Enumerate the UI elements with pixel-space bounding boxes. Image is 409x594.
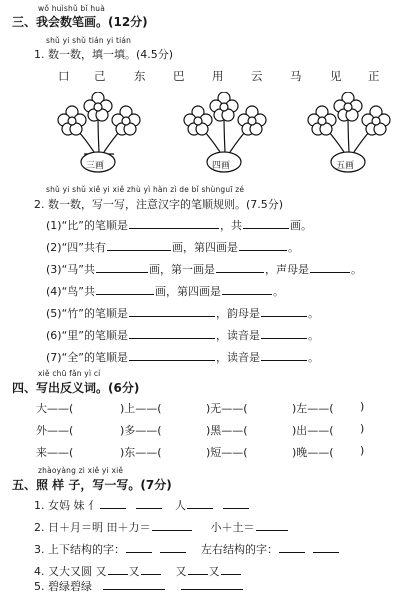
answer-blank[interactable] bbox=[261, 327, 307, 339]
sec5-item-4-a: 4. 又大又圆 又 bbox=[34, 565, 107, 578]
antonym-11: )短——( bbox=[206, 446, 248, 459]
q2-item-2-a: (2)“四”共有 bbox=[46, 241, 106, 254]
q2-item-7-c: 。 bbox=[307, 351, 319, 364]
char-1: 口 bbox=[58, 69, 70, 83]
q2-item-5 bbox=[46, 305, 319, 321]
char-9: 正 bbox=[368, 69, 380, 83]
sec3-title: 三、我会数笔画。(12分) bbox=[12, 15, 148, 29]
flower-label-3: 五画 bbox=[336, 161, 355, 171]
answer-blank[interactable] bbox=[129, 217, 219, 229]
answer-blank[interactable] bbox=[256, 519, 288, 531]
sec5-item-2-a: 2. 日＋月＝明 田＋力＝ bbox=[34, 521, 151, 534]
answer-blank[interactable] bbox=[261, 349, 307, 361]
antonym-8: )出——( bbox=[292, 424, 334, 437]
answer-blank[interactable] bbox=[216, 261, 264, 273]
answer-blank[interactable] bbox=[107, 239, 171, 251]
q2-item-1-b: ，共 bbox=[219, 219, 242, 232]
sec5-item-4 bbox=[34, 563, 242, 579]
antonym-5: 外——( bbox=[36, 424, 74, 437]
q2-item-7-a: (7)“全”的笔顺是 bbox=[46, 351, 128, 364]
q2-item-4-b: 画，第四画是 bbox=[154, 285, 221, 298]
answer-blank[interactable] bbox=[129, 327, 215, 339]
q2-item-3-d: 。 bbox=[350, 263, 362, 276]
sec5-item-4-b: 又 bbox=[128, 565, 140, 578]
answer-blank[interactable] bbox=[243, 217, 289, 229]
answer-blank[interactable] bbox=[152, 519, 192, 531]
q2-item-1-c: 画。 bbox=[289, 219, 312, 232]
sec5-item-3-a: 3. 上下结构的字： bbox=[34, 543, 125, 556]
sec5-pinyin: zhàoyàng zi xiě yi xiě bbox=[38, 466, 124, 475]
q2-item-4-c: 。 bbox=[272, 285, 284, 298]
antonym-4: )左——( bbox=[292, 402, 334, 415]
sec5-item-3-b: 左右结构的字： bbox=[201, 543, 278, 556]
sec5-title: 五、照 样 子，写一写。(7分) bbox=[12, 478, 172, 492]
q2-item-3-c: ，声母是 bbox=[264, 263, 309, 276]
answer-blank[interactable] bbox=[223, 497, 249, 509]
antonym-10: )东——( bbox=[120, 446, 162, 459]
answer-blank[interactable] bbox=[187, 497, 213, 509]
q2-item-5-b: ，韵母是 bbox=[215, 307, 260, 320]
answer-blank[interactable] bbox=[141, 563, 161, 575]
q2-item-3-b: 画，第一画是 bbox=[148, 263, 215, 276]
sec3-pinyin: wǒ huìshǔ bǐ huà bbox=[38, 4, 106, 13]
antonym-7: )黑——( bbox=[206, 424, 248, 437]
q2-text: 2. 数一数，写一写，注意汉字的笔顺规则。(7.5分) bbox=[34, 198, 284, 211]
antonym-6: )多——( bbox=[120, 424, 162, 437]
char-5: 用 bbox=[212, 69, 224, 83]
antonym-end: ) bbox=[360, 400, 365, 413]
q2-item-4-a: (4)“鸟”共 bbox=[46, 285, 95, 298]
q1-pinyin: shǔ yi shǔ tián yi tián bbox=[46, 36, 132, 45]
q2-item-2-c: 。 bbox=[287, 241, 299, 254]
q2-item-5-a: (5)“竹”的笔顺是 bbox=[46, 307, 128, 320]
q2-item-6-b: ，读音是 bbox=[215, 329, 260, 342]
answer-blank[interactable] bbox=[313, 541, 339, 553]
flower-label-1: 三画 bbox=[86, 161, 105, 171]
antonym-3: )无——( bbox=[206, 402, 248, 415]
answer-blank[interactable] bbox=[239, 239, 287, 251]
q2-item-7 bbox=[46, 349, 319, 365]
answer-blank[interactable] bbox=[188, 563, 208, 575]
answer-blank[interactable] bbox=[129, 349, 215, 361]
answer-blank[interactable] bbox=[108, 563, 128, 575]
q2-item-3-a: (3)“马”共 bbox=[46, 263, 95, 276]
sec5-item-4-d: 又 bbox=[208, 565, 220, 578]
q2-item-6-a: (6)“里”的笔顺是 bbox=[46, 329, 128, 342]
antonym-12: )晚——( bbox=[292, 446, 334, 459]
char-8: 见 bbox=[330, 69, 342, 83]
sec4-title: 四、写出反义词。(6分) bbox=[12, 381, 140, 395]
char-4: 巴 bbox=[173, 69, 185, 83]
q2-pinyin: shǔ yi shǔ xiě yi xiě zhù yì hàn zì de bǐ shùnguī zé bbox=[46, 185, 245, 194]
q2-item-4 bbox=[46, 283, 284, 299]
answer-blank[interactable] bbox=[103, 578, 165, 590]
answer-blank[interactable] bbox=[310, 261, 350, 273]
q2-item-6 bbox=[46, 327, 319, 343]
char-6: 云 bbox=[251, 69, 263, 83]
sec5-item-1-a: 1. 女妈 妹 亻 bbox=[34, 499, 99, 512]
char-2: 己 bbox=[94, 69, 106, 83]
answer-blank[interactable] bbox=[221, 563, 241, 575]
antonym-end: ) bbox=[360, 444, 365, 457]
q2-item-3 bbox=[46, 261, 362, 277]
sec5-item-5 bbox=[34, 578, 244, 594]
flower-label-2: 四画 bbox=[212, 161, 231, 171]
antonym-2: )上——( bbox=[120, 402, 162, 415]
answer-blank[interactable] bbox=[160, 541, 186, 553]
antonym-9: 来——( bbox=[36, 446, 74, 459]
antonym-end: ) bbox=[360, 422, 365, 435]
answer-blank[interactable] bbox=[100, 497, 126, 509]
sec5-item-4-c: 又 bbox=[175, 565, 187, 578]
sec5-item-2-b: 小＋土＝ bbox=[210, 521, 255, 534]
answer-blank[interactable] bbox=[261, 305, 307, 317]
antonym-1: 大——( bbox=[36, 402, 74, 415]
sec5-item-2 bbox=[34, 519, 289, 535]
q2-item-2 bbox=[46, 239, 299, 255]
answer-blank[interactable] bbox=[136, 497, 162, 509]
q1-text: 1. 数一数，填一填。(4.5分) bbox=[34, 48, 174, 61]
answer-blank[interactable] bbox=[181, 578, 243, 590]
char-7: 马 bbox=[290, 69, 302, 83]
answer-blank[interactable] bbox=[222, 283, 272, 295]
answer-blank[interactable] bbox=[96, 261, 148, 273]
sec5-item-3 bbox=[34, 541, 340, 557]
answer-blank[interactable] bbox=[279, 541, 305, 553]
sec4-pinyin: xiě chū fǎn yì cí bbox=[38, 369, 101, 378]
answer-blank[interactable] bbox=[126, 541, 152, 553]
answer-blank[interactable] bbox=[129, 305, 215, 317]
sec5-item-1-b: 人 bbox=[175, 499, 186, 512]
q2-item-6-c: 。 bbox=[307, 329, 319, 342]
q2-item-2-b: 画，第四画是 bbox=[171, 241, 238, 254]
answer-blank[interactable] bbox=[96, 283, 154, 295]
char-3: 东 bbox=[134, 69, 146, 83]
q2-item-7-b: ，读音是 bbox=[215, 351, 260, 364]
q2-item-5-c: 。 bbox=[307, 307, 319, 320]
q2-item-1 bbox=[46, 217, 312, 233]
sec5-item-5-a: 5. 碧绿碧绿 bbox=[34, 580, 92, 593]
sec5-item-1 bbox=[34, 497, 250, 513]
q2-item-1-a: (1)“比”的笔顺是 bbox=[46, 219, 128, 232]
